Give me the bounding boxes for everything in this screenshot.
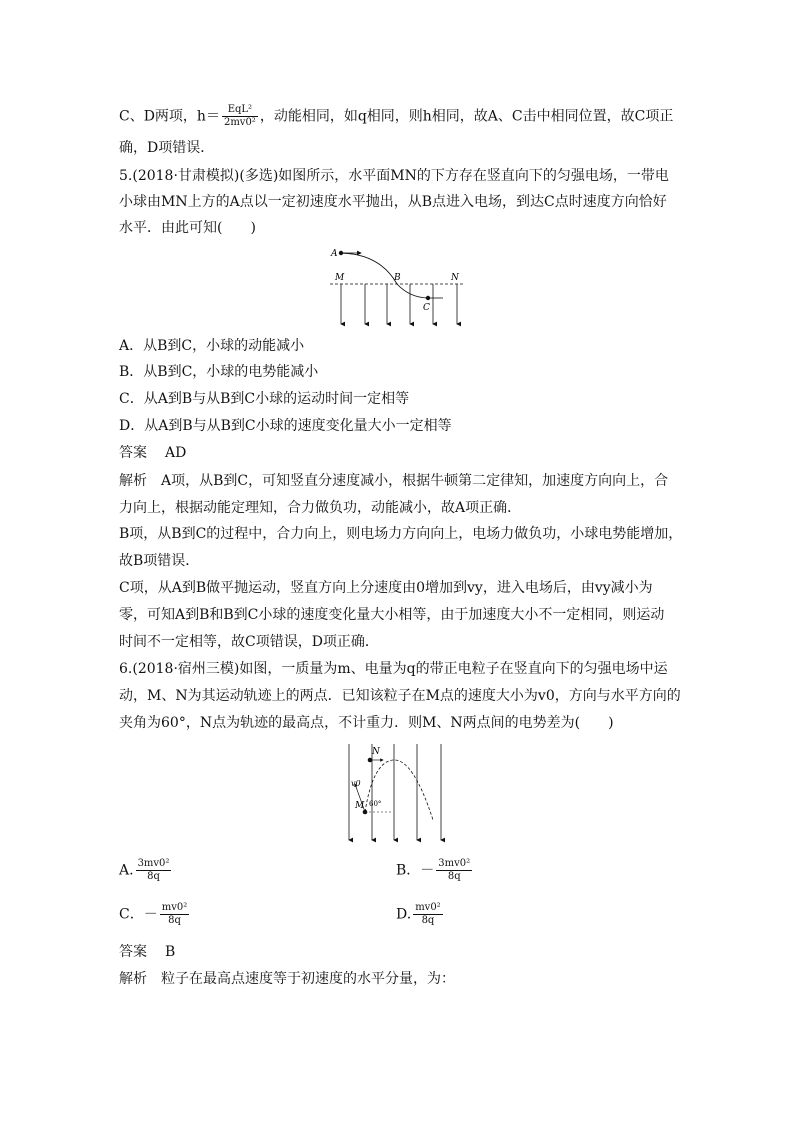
label-m: M [355,801,365,811]
q5-analysis-line-7: 时间不一定相等，故C项错误，D项正确． [119,634,379,650]
answer-value: AD [165,445,187,461]
q5-stem-line-1: 5.(2018·甘肃模拟)(多选)如图所示，水平面MN的下方存在竖直向下的匀强电场，一带电 [119,168,669,184]
option-sign: － [143,906,158,923]
q5-analysis-line-5: C项，从A到B做平抛运动，竖直方向上分速度由0增加到vy，进入电场后，由vy减小为 [119,580,653,596]
option-label: C． [119,906,144,923]
q6-option-a [119,858,173,883]
q5-option-b: B．从B到C，小球的电势能减小 [119,364,319,380]
analysis-text: 粒子在最高点速度等于初速度的水平分量，为： [161,971,455,987]
option-sign: － [420,862,435,879]
text-segment: ，动能相同，如q相同，则h相同，故A、C击中相同位置，故C项正 [259,108,674,125]
fraction-numerator: 3mv0² [438,858,471,869]
q6-option-c [119,902,191,927]
option-label: D. [396,906,412,923]
label-v0: v0 [351,779,361,788]
q6-option-b [396,858,474,883]
fraction-numerator: EqL² [222,104,258,117]
q5-stem-line-3: 水平．由此可知( ) [119,220,256,236]
fraction-denominator: 8q [447,871,461,882]
q6-stem-line-1: 6.(2018·宿州三模)如图，一质量为m、电量为q的带正电粒子在竖直向下的匀强电场中运 [119,661,668,677]
answer-value: B [165,944,176,960]
q5-option-a: A．从B到C，小球的动能减小 [119,338,305,354]
answer-label: 答案 [119,944,147,960]
text-segment: C、D两项，h＝ [119,108,220,125]
continuation-line-1 [119,104,673,129]
continuation-line-2: 确，D项错误． [119,140,215,156]
label-n: N [372,747,380,757]
q5-option-d: D．从A到B与从B到C小球的速度变化量大小一定相等 [119,418,452,434]
label-c: C [423,303,430,313]
analysis-label: 解析 [119,473,147,489]
q5-analysis-line-1 [119,471,668,491]
label-angle: 60° [369,800,382,808]
analysis-text: A项，从B到C，可知竖直分速度减小，根据牛顿第二定律知，加速度方向向上，合 [161,473,669,489]
label-m: M [335,273,345,283]
q5-analysis-line-4: 故B项错误． [119,553,200,569]
q5-option-c: C．从A到B与从B到C小球的运动时间一定相等 [119,391,410,407]
fraction-denominator: 8q [147,871,160,882]
trajectory-parabola [365,760,433,820]
fraction-denominator: 8q [168,915,181,926]
option-label: B． [396,862,421,879]
analysis-label: 解析 [119,971,147,987]
q6-option-d [396,902,445,927]
fraction-h [222,104,258,129]
q5-analysis-line-6: 零，可知A到B和B到C小球的速度变化量大小相等，由于加速度大小不一定相同，则运动 [119,607,665,623]
q6-stem-line-3: 夹角为60°，N点为轨迹的最高点，不计重力．则M、N两点间的电势差为( ) [119,715,614,731]
fraction-denominator: 8q [421,915,435,926]
fraction-numerator: mv0² [415,902,441,913]
option-fraction [413,902,443,927]
option-fraction [436,858,472,883]
trajectory-curve [341,253,429,298]
q6-figure [343,742,449,844]
q5-answer-line [119,443,186,463]
fraction-numerator: 3mv0² [137,858,170,869]
q6-analysis-line-1 [119,969,455,989]
q5-analysis-line-2: 力向上，根据动能定理知，合力做负功，动能减小，故A项正确． [119,500,522,516]
q5-stem-line-2: 小球由MN上方的A点以一定初速度水平抛出，从B点进入电场，到达C点时速度方向恰好 [119,194,667,210]
option-fraction [136,858,172,883]
q5-figure [325,244,470,330]
q6-answer-line [119,942,175,962]
label-a: A [331,249,338,259]
q6-stem-line-2: 动，M、N为其运动轨迹上的两点．已知该粒子在M点的速度大小为v0，方向与水平方向的 [119,688,681,704]
label-b: B [394,273,401,283]
fraction-numerator: mv0² [161,902,188,913]
q5-analysis-line-3: B项，从B到C的过程中，合力向上，则电场力方向向上，电场力做负功，小球电势能增加， [119,526,683,542]
answer-label: 答案 [119,445,147,461]
option-label: A. [119,862,134,879]
label-n: N [451,273,459,283]
fraction-denominator: 2mv0² [223,117,256,128]
option-fraction [160,902,190,927]
